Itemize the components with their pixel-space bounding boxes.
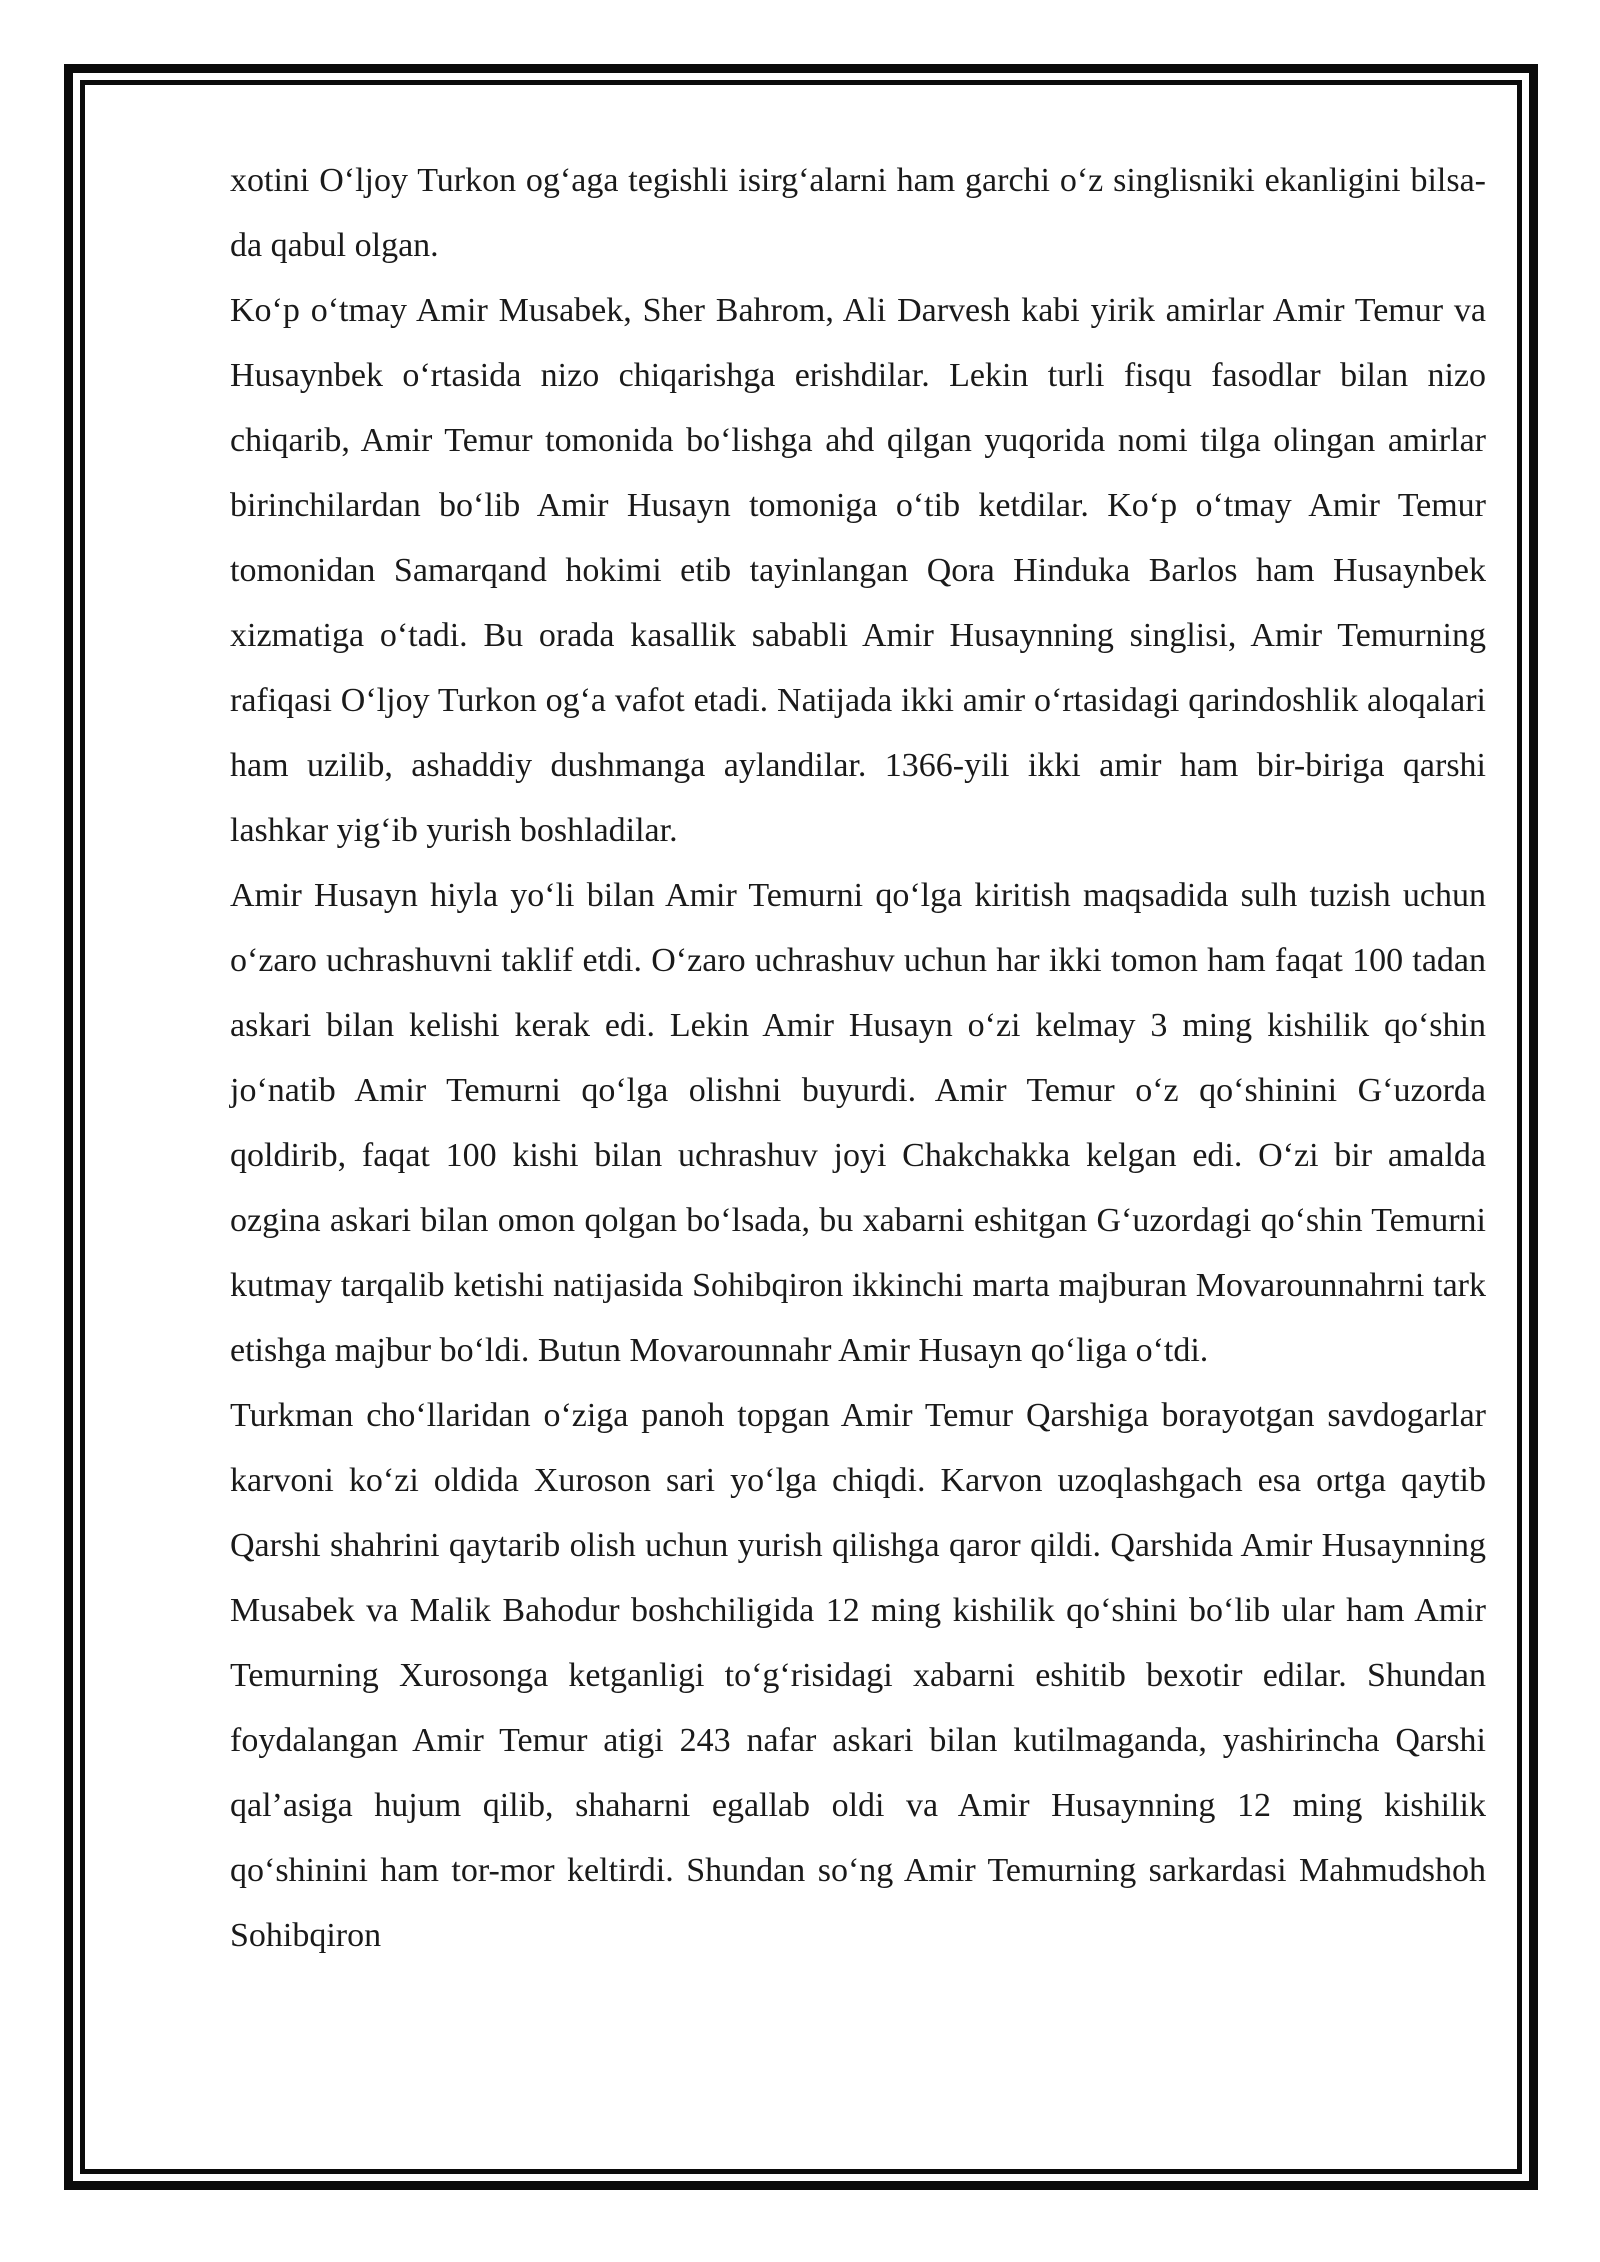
paragraph: xotini O‘ljoy Turkon og‘aga tegishli isirg‘alarni ham garchi o‘z singlisniki ekanligini bilsa-da qabul olgan.: [230, 162, 1486, 264]
paragraph: Amir Husayn hiyla yo‘li bilan Amir Temurni qo‘lga kiritish maqsadida sulh tuzish uchun o‘zaro uchrashuvni taklif etdi. O‘zaro uchrashuv uchun har ikki tomon ham faqat 100 tadan askari bilan kelishi kerak edi. Lekin Amir Husayn o‘zi kelmay 3 ming kishilik qo‘shin jo‘natib Amir Temurni qo‘lga olishni buyurdi. Amir Temur o‘z qo‘shinini G‘uzorda qoldirib, faqat 100 kishi bilan uchrashuv joyi Chakchakka kelgan edi. O‘zi bir amalda ozgina askari bilan omon qolgan bo‘lsada, bu xabarni eshitgan G‘uzordagi qo‘shin Temurni kutmay tarqalib ketishi natijasida Sohibqiron ikkinchi marta majburan Movarounnahrni tark etishga majbur bo‘ldi. Butun Movarounnahr Amir Husayn qo‘liga o‘tdi.: [230, 877, 1486, 1369]
paragraph: Ko‘p o‘tmay Amir Musabek, Sher Bahrom, Ali Darvesh kabi yirik amirlar Amir Temur va Husaynbek o‘rtasida nizo chiqarishga erishdilar. Lekin turli fisqu fasodlar bilan nizo chiqarib, Amir Temur tomonida bo‘lishga ahd qilgan yuqorida nomi tilga olingan amirlar birinchilardan bo‘lib Amir Husayn tomoniga o‘tib ketdilar. Ko‘p o‘tmay Amir Temur tomonidan Samarqand hokimi etib tayinlangan Qora Hinduka Barlos ham Husaynbek xizmatiga o‘tadi. Bu orada kasallik sababli Amir Husaynning singlisi, Amir Temurning rafiqasi O‘ljoy Turkon og‘a vafot etadi. Natijada ikki amir o‘rtasidagi qarindoshlik aloqalari ham uzilib, ashaddiy dushmanga aylandilar. 1366-yili ikki amir ham bir-biriga qarshi lashkar yig‘ib yurish boshladilar.: [230, 292, 1486, 849]
paragraph: Turkman cho‘llaridan o‘ziga panoh topgan Amir Temur Qarshiga borayotgan savdogarlar karvoni ko‘zi oldida Xuroson sari yo‘lga chiqdi. Karvon uzoqlashgach esa ortga qaytib Qarshi shahrini qaytarib olish uchun yurish qilishga qaror qildi. Qarshida Amir Husaynning Musabek va Malik Bahodur boshchiligida 12 ming kishilik qo‘shini bo‘lib ular ham Amir Temurning Xurosonga ketganligi to‘g‘risidagi xabarni eshitib bexotir edilar. Shundan foydalangan Amir Temur atigi 243 nafar askari bilan kutilmaganda, yashirincha Qarshi qal’asiga hujum qilib, shaharni egallab oldi va Amir Husaynning 12 ming kishilik qo‘shinini ham tor-mor keltirdi. Shundan so‘ng Amir Temurning sarkardasi Mahmudshoh Sohibqiron: [230, 1397, 1486, 1954]
document-body: [230, 148, 1486, 1968]
